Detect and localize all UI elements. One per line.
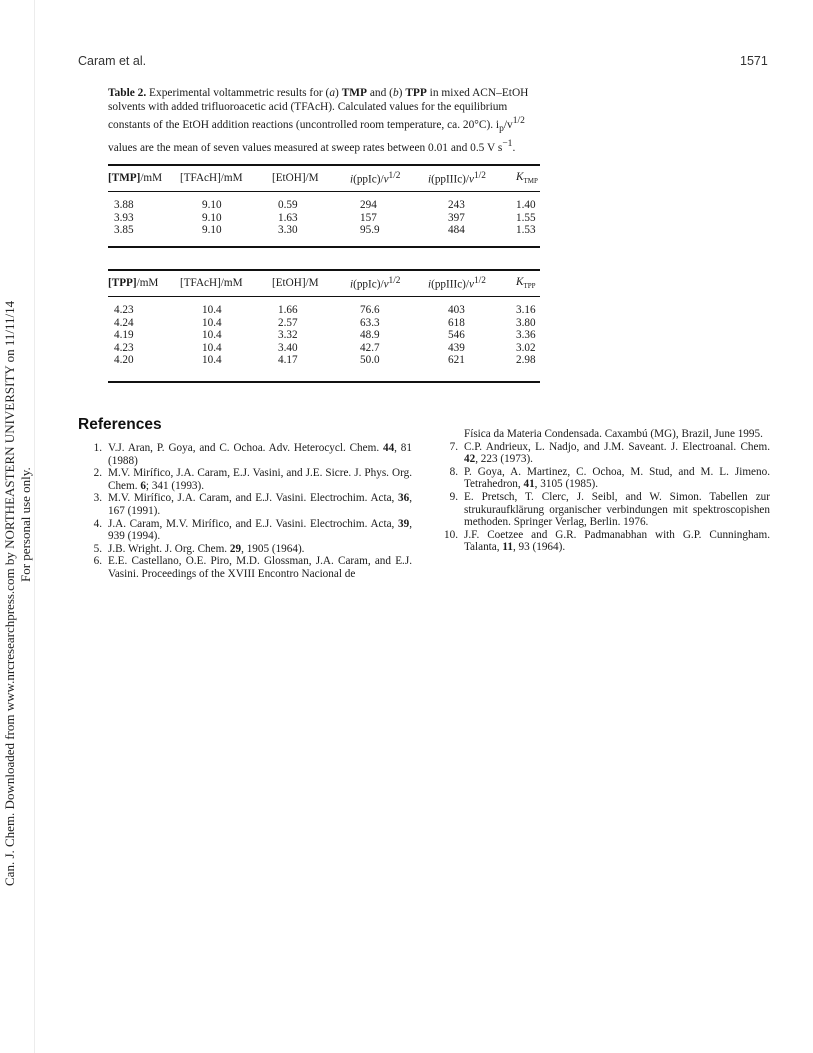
table-cell: 1.55 [516,211,536,224]
table-cell: 10.4 [202,341,222,354]
table-cell: 1.66 [278,304,298,316]
page-number: 1571 [740,54,768,68]
table-b-bottom-rule [108,381,540,383]
table-cell: 546 [448,329,465,342]
table-a-header [108,165,540,191]
reference-text: J.F. Coetzee and G.R. Padmanabhan with G.P. Cunningham. Talanta, 11, 93 (1964). [464,528,770,554]
table-cell: 157 [360,211,377,224]
table-cell: 3.88 [114,199,134,211]
table-cell: 3.93 [114,211,134,224]
table-cell: 294 [360,199,377,211]
table-cell: 10.4 [202,329,222,342]
reference-item [440,441,770,466]
column-header: [EtOH]/M [272,172,319,184]
table-cell: 4.24 [114,316,134,329]
table-cell: 397 [448,211,465,224]
table-cell: 9.10 [202,199,222,211]
table-caption: Table 2. Experimental voltammetric results for (a) TMP and (b) TPP in mixed ACN–EtOH solvents with added trifluoroacetic acid (TFAcH). Calculated values for the equilibrium constants of the EtOH addition reactions (uncontrolled room temperature, ca. 20°C). $i_p/v^{1/2}$ values are the mean of seven values measured at sweep rates between 0.01 and 0.5 V $s^{-1}$. [108,87,529,154]
reference-text: E. Pretsch, T. Clerc, J. Seibl, and W. Simon. Tabellen zur strukuraufklärung organischer verbindungen mit spektroscopishen methoden. Springer Verlag, Berlin. 1976. [464,490,770,529]
table-cell: 63.3 [360,316,380,329]
table-row [108,329,540,342]
reference-item [84,555,412,580]
table-b-body [108,296,540,367]
table-a [108,165,540,237]
table-cell: 10.4 [202,354,222,367]
table-cell: 621 [448,354,465,367]
reference-text: M.V. Mirífico, J.A. Caram, and E.J. Vasini. Electrochim. Acta, 36, 167 (1991). [108,492,412,517]
reference-item [84,467,412,492]
column-header: [TFAcH]/mM [180,277,243,289]
reference-item [84,518,412,543]
reference-number: 5. [93,542,102,555]
column-header: [TFAcH]/mM [180,172,243,184]
table-cell: 1.53 [516,224,536,237]
table-b [108,270,540,367]
column-header: $i(ppIc)/v^{1/2}$ [350,275,401,291]
table-cell: 50.0 [360,354,380,367]
margin-line [34,0,35,1053]
reference-text: E.E. Castellano, O.E. Piro, M.D. Glossman, J.A. Caram, and E.J. Vasini. Proceedings of the XVIII Encontro Nacional de [108,555,412,580]
watermark-line-2: For personal use only. [18,467,33,582]
table-cell: 484 [448,224,465,237]
table-cell: 3.16 [516,304,536,316]
table-cell: 9.10 [202,211,222,224]
references-list-left [84,442,412,581]
reference-number: 8. [449,465,458,478]
table-b-header-rule [108,296,540,297]
column-header: [EtOH]/M [272,277,319,289]
table-cell: 3.02 [516,341,536,354]
column-header: $K_{TPP}$ [516,275,536,291]
table-a-body [108,191,540,237]
reference-continuation: Física da Materia Condensada. Caxambú (MG), Brazil, June 1995. [464,428,763,440]
table-row [108,199,540,212]
watermark-line-1: Can. J. Chem. Downloaded from www.nrcresearchpress.com by NORTHEASTERN UNIVERSITY on 11/11/14 [2,300,17,886]
table-cell: 3.40 [278,341,298,354]
reference-text: J.A. Caram, M.V. Mirífico, and E.J. Vasini. Electrochim. Acta, 39, 939 (1994). [108,517,412,543]
table-cell: 4.17 [278,354,298,367]
table-row [108,304,540,317]
references-list-right [440,428,770,554]
table-cell: 1.63 [278,211,298,224]
table-cell: 1.40 [516,199,536,211]
table-row [108,354,540,367]
reference-item [84,543,412,556]
table-cell: 3.32 [278,329,298,342]
download-watermark [0,0,32,1053]
table-row [108,224,540,237]
reference-number: 10. [444,528,458,541]
table-cell: 3.85 [114,224,134,237]
column-header: [TPP]/mM [108,277,159,289]
table-cell: 10.4 [202,316,222,329]
reference-number: 2. [93,467,102,480]
references-heading: References [78,416,162,433]
table-cell: 42.7 [360,341,380,354]
table-label: Table 2. [108,87,147,99]
reference-number: 1. [93,442,102,454]
table-cell: 439 [448,341,465,354]
reference-text: C.P. Andrieux, L. Nadjo, and J.M. Saveant. J. Electroanal. Chem. 42, 223 (1973). [464,440,770,466]
table-row [108,212,540,225]
table-cell: 76.6 [360,304,380,316]
reference-item [84,442,412,467]
reference-text: M.V. Mirífico, J.A. Caram, E.J. Vasini, and J.E. Sicre. J. Phys. Org. Chem. 6; 341 (1993). [108,467,412,492]
reference-text: P. Goya, A. Martinez, C. Ochoa, M. Stud, and M. L. Jimeno. Tetrahedron, 41, 3105 (1985). [464,465,770,491]
table-row [108,317,540,330]
column-header: $i(ppIIIc)/v^{1/2}$ [428,170,486,186]
reference-number: 9. [449,490,458,503]
reference-number: 7. [449,440,458,453]
column-header: $K_{TMP}$ [516,170,538,186]
table-cell: 3.30 [278,224,298,237]
reference-item [84,492,412,517]
table-cell: 403 [448,304,465,316]
reference-number: 4. [93,517,102,530]
table-cell: 4.23 [114,304,134,316]
table-cell: 4.19 [114,329,134,342]
reference-number: 6. [93,555,102,568]
table-cell: 3.80 [516,316,536,329]
table-cell: 48.9 [360,329,380,342]
table-a-bottom-rule [108,246,540,248]
table-cell: 2.98 [516,354,536,367]
table-row [108,342,540,355]
reference-item [440,466,770,491]
table-cell: 4.20 [114,354,134,367]
reference-number: 3. [93,492,102,505]
column-header: $i(ppIIIc)/v^{1/2}$ [428,275,486,291]
reference-text: V.J. Aran, P. Goya, and C. Ochoa. Adv. Heterocycl. Chem. 44, 81 (1988) [108,442,412,467]
table-cell: 10.4 [202,304,222,316]
column-header: $i(ppIc)/v^{1/2}$ [350,170,401,186]
reference-item [440,529,770,554]
running-header-authors: Caram et al. [78,54,147,68]
table-a-header-rule [108,191,540,192]
table-cell: 95.9 [360,224,380,237]
table-cell: 2.57 [278,316,298,329]
table-cell: 0.59 [278,199,298,211]
column-header: [TMP]/mM [108,172,163,184]
table-cell: 3.36 [516,329,536,342]
table-cell: 243 [448,199,465,211]
table-cell: 618 [448,316,465,329]
reference-text: J.B. Wright. J. Org. Chem. 29, 1905 (1964). [108,542,305,555]
reference-item [440,491,770,529]
table-cell: 9.10 [202,224,222,237]
table-b-header [108,270,540,296]
table-cell: 4.23 [114,341,134,354]
